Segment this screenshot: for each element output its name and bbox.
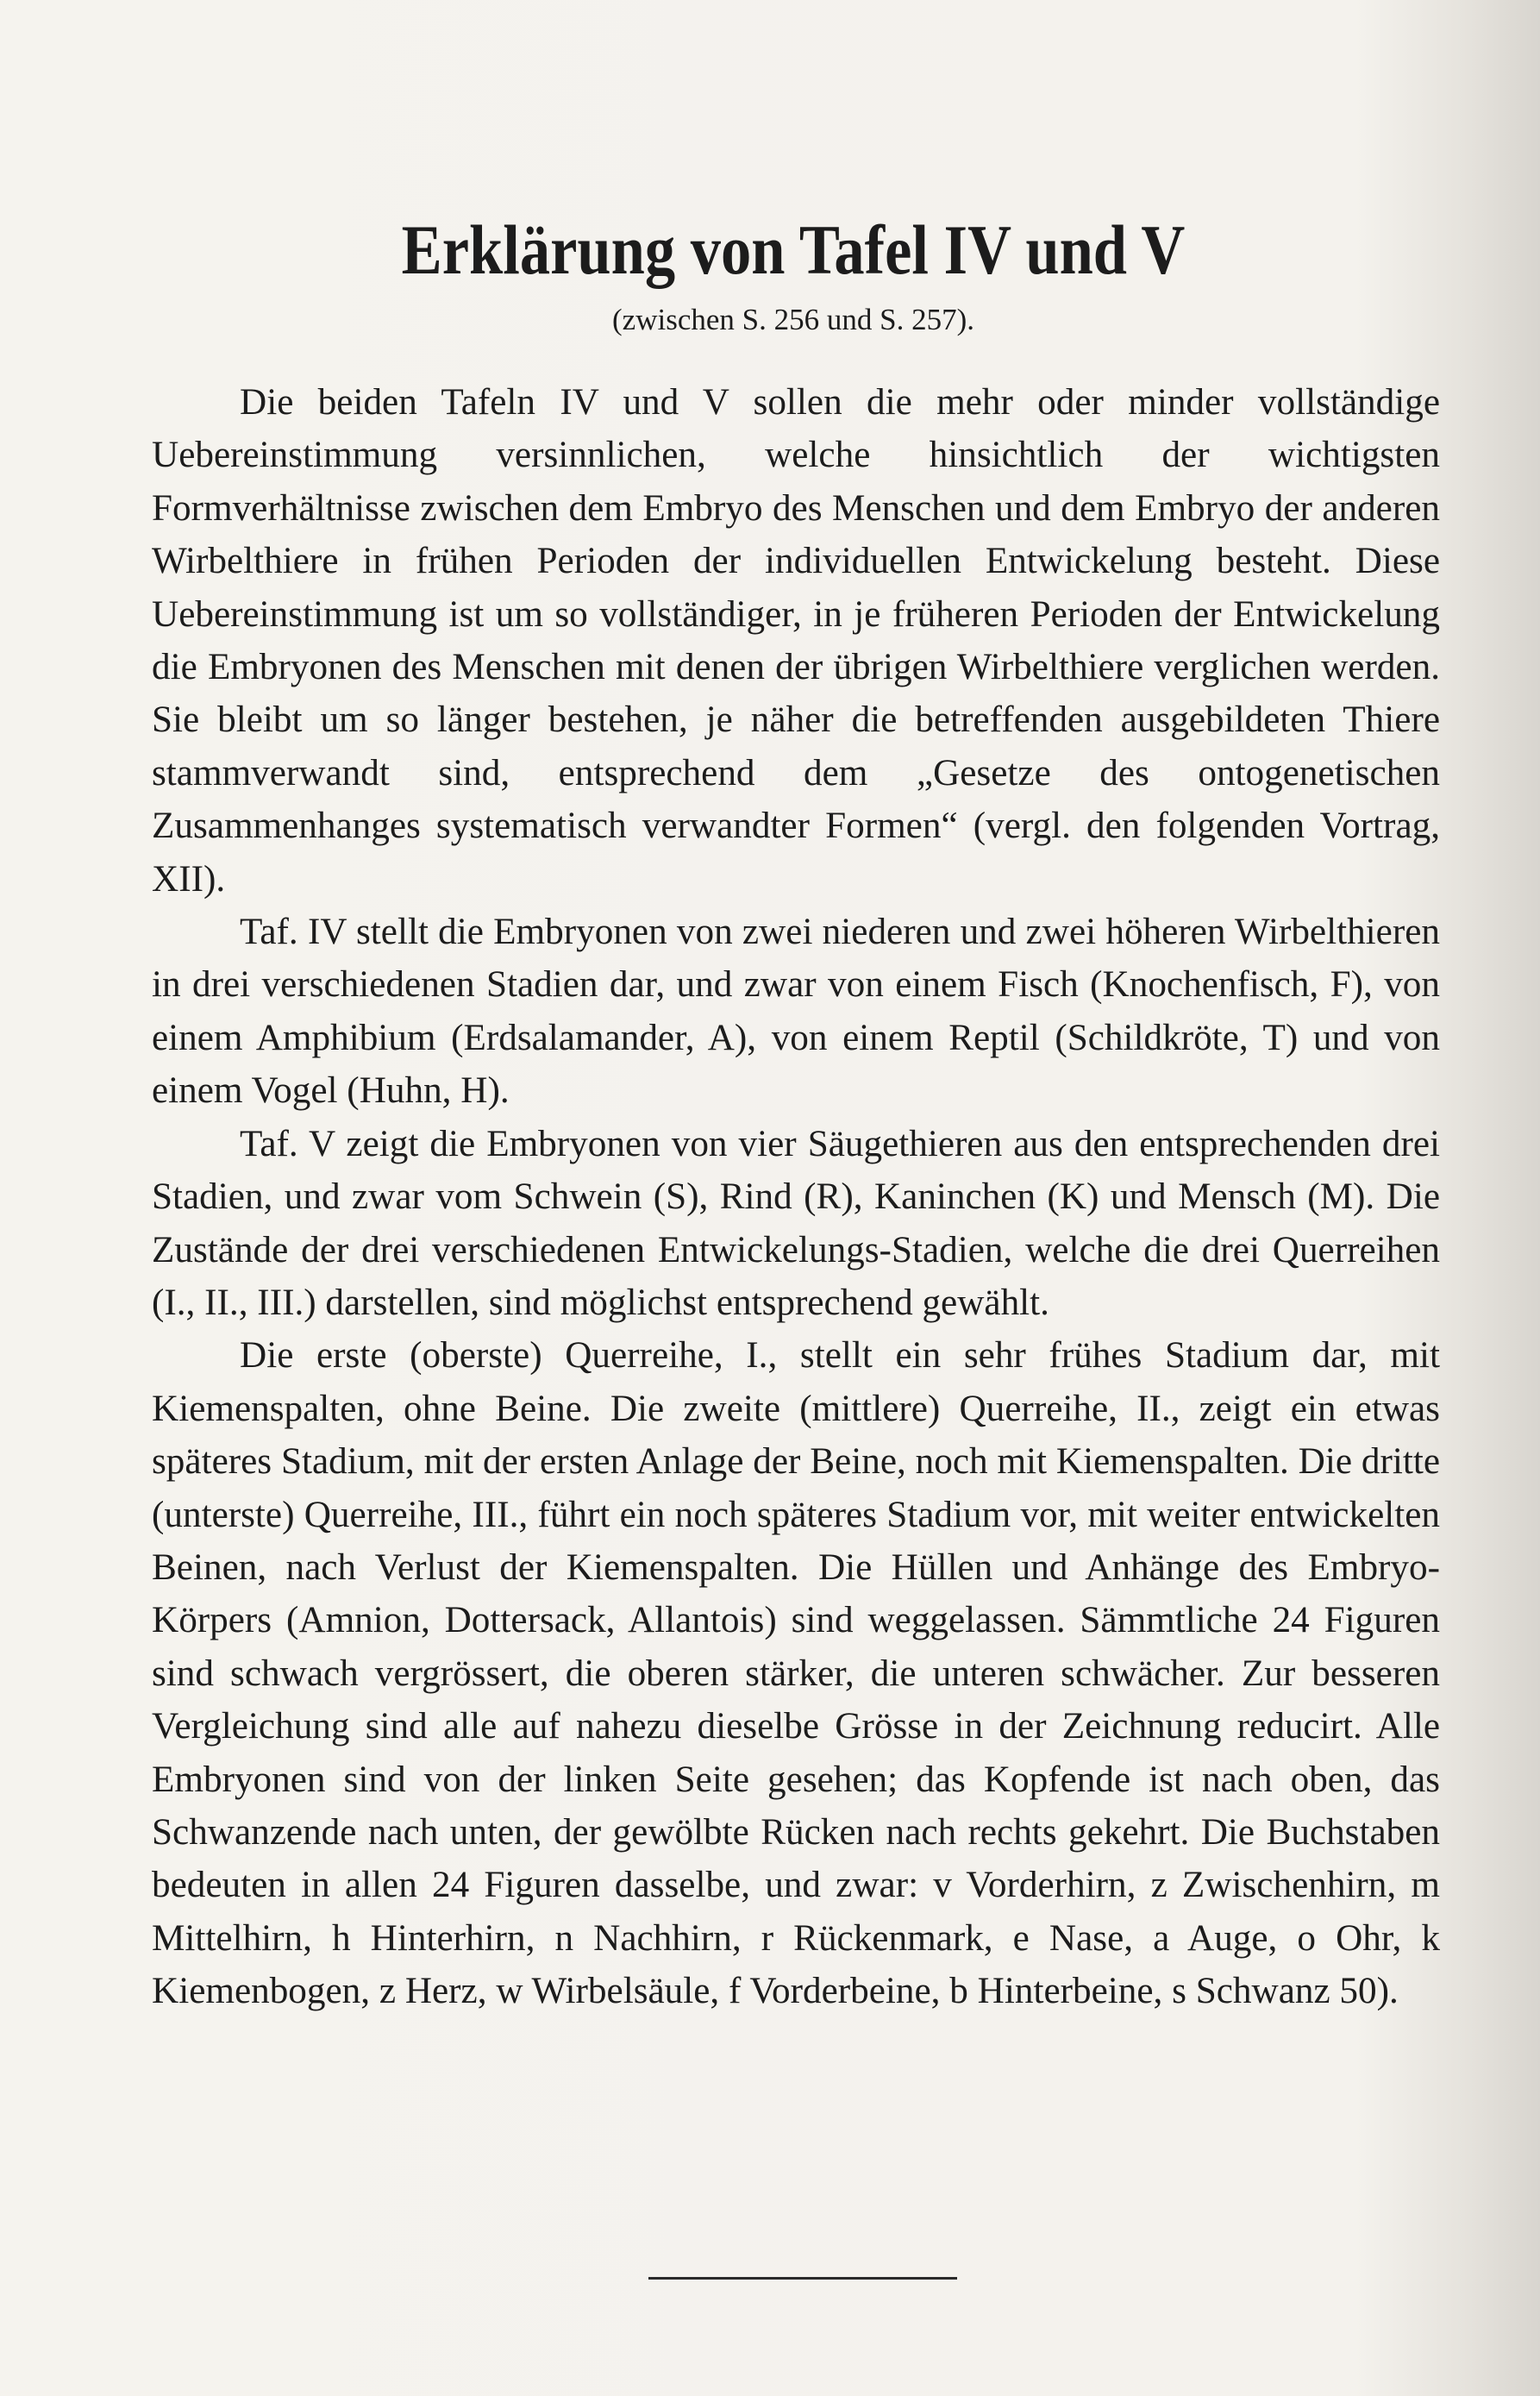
page-heading <box>155 207 1431 340</box>
paragraph-2 <box>152 906 1440 1118</box>
end-rule <box>648 2277 957 2280</box>
paragraph-4-text: Die erste (oberste) Querreihe, I., stellt ein sehr frühes Stadium dar, mit Kiemenspalten, ohne Beine. Die zweite (mittlere) Querreihe, II., zeigt ein etwas späteres Stadium, mit der ersten Anlage der Beine, noch mit Kiemenspalten. Die dritte (unterste) Querreihe, III., führt ein noch späteres Stadium vor, mit weiter entwickelten Beinen, nach Verlust der Kiemenspalten. Die Hüllen und Anhänge des Embryo-Körpers (Amnion, Dottersack, Allantois) sind weggelassen. Sämmtliche 24 Figuren sind schwach vergrössert, die oberen stärker, die unteren schwächer. Zur besseren Vergleichung sind alle auf nahezu dieselbe Grösse in der Zeichnung reducirt. Alle Embryonen sind von der linken Seite gesehen; das Kopfende ist nach oben, das Schwanzende nach unten, der gewölbte Rücken nach rechts gekehrt. Die Buchstaben bedeuten in allen 24 Figuren dasselbe, und zwar: v Vorderhirn, z Zwischenhirn, m Mittelhirn, h Hinterhirn, n Nachhirn, r Rückenmark, e Nase, a Auge, o Ohr, k Kiemenbogen, z Herz, w Wirbelsäule, f Vorderbeine, b Hinterbeine, s Schwanz 50). <box>152 1335 1440 2012</box>
paragraph-4 <box>152 1329 1440 2017</box>
paragraph-1 <box>152 376 1440 906</box>
paragraph-3 <box>152 1118 1440 1330</box>
paragraph-1-text: Die beiden Tafeln IV und V sollen die mehr oder minder vollständige Uebereinstimmung versinnlichen, welche hinsichtlich der wichtigsten Formverhältnisse zwischen dem Embryo des Menschen und dem Embryo der anderen Wirbelthiere in frühen Perioden der individuellen Entwickelung besteht. Diese Uebereinstimmung ist um so vollständiger, in je früheren Perioden der Entwickelung die Embryonen des Menschen mit denen der übrigen Wirbelthiere verglichen werden. Sie bleibt um so länger bestehen, je näher die betreffenden ausgebildeten Thiere stammverwandt sind, entsprechend dem „Gesetze des ontogenetischen Zusammenhanges systematisch verwandter Formen“ (vergl. den folgenden Vortrag, XII). <box>152 382 1440 900</box>
page-title: Erklärung von Tafel IV und V <box>401 210 1186 289</box>
body-text <box>152 376 1440 2018</box>
paragraph-2-text: Taf. IV stellt die Embryonen von zwei niederen und zwei höheren Wirbelthieren in drei verschiedenen Stadien dar, und zwar von einem Fisch (Knochenfisch, F), von einem Amphibium (Erdsalamander, A), von einem Reptil (Schildkröte, T) und von einem Vogel (Huhn, H). <box>152 912 1440 1112</box>
paragraph-3-text: Taf. V zeigt die Embryonen von vier Säugethieren aus den entsprechenden drei Stadien, und zwar vom Schwein (S), Rind (R), Kaninchen (K) und Mensch (M). Die Zustände der drei verschiedenen Entwickelungs-Stadien, welche die drei Querreihen (I., II., III.) darstellen, sind möglichst entsprechend gewählt. <box>152 1123 1440 1323</box>
page-subtitle: (zwischen S. 256 und S. 257). <box>612 303 974 336</box>
